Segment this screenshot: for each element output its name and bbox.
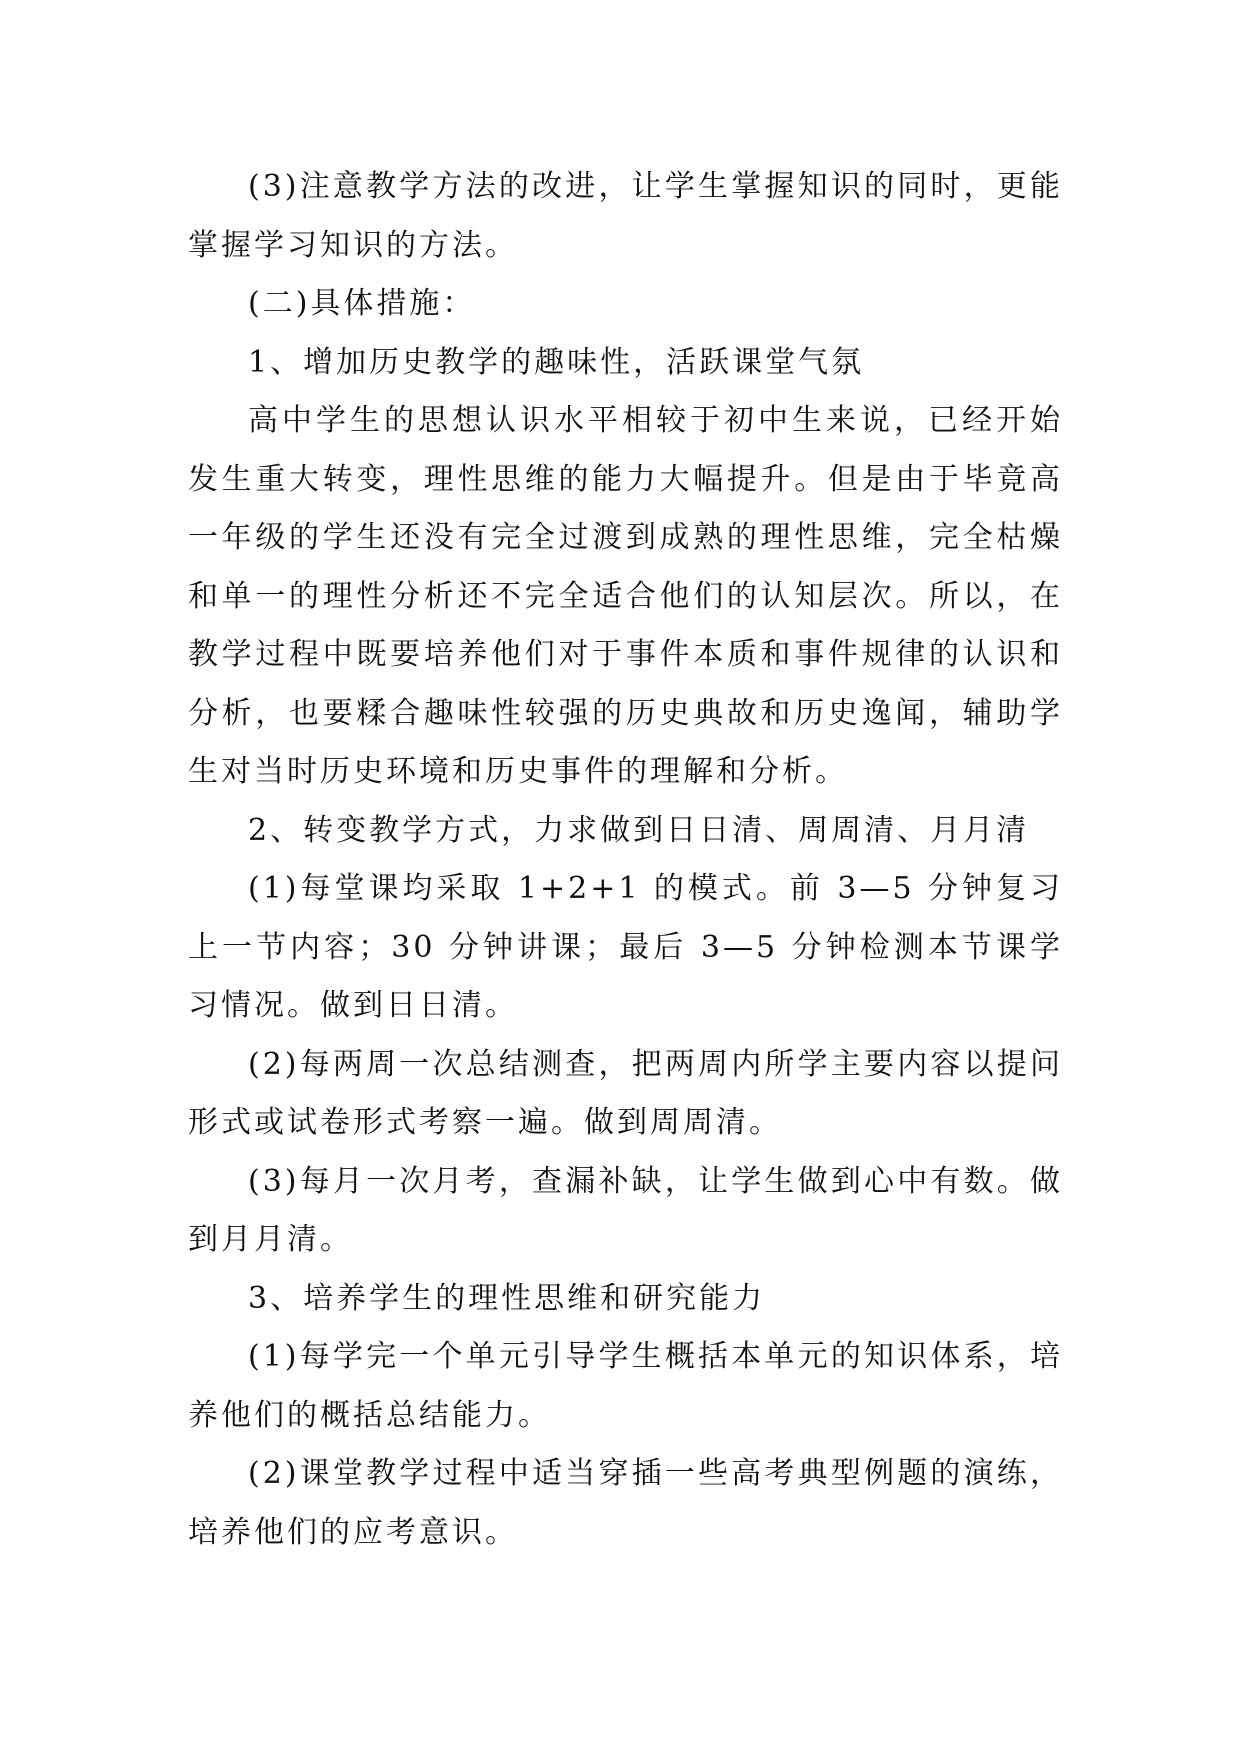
paragraph-monthly-clear: (3)每月一次月考，查漏补缺，让学生做到心中有数。做到月月清。 — [188, 1163, 1063, 1257]
section-heading-measures: (二)具体措施： — [248, 286, 476, 321]
paragraph-exam-awareness: (2)课堂教学过程中适当穿插一些高考典型例题的演练，培养他们的应考意识。 — [188, 1456, 1063, 1550]
paragraph-high-school-students: 高中学生的思想认识水平相较于初中生来说，已经开始发生重大转变，理性思维的能力大幅提升。但是由于毕竟高一年级的学生还没有完全过渡到成熟的理性思维，完全枯燥和单一的理性分析还不完全适合他们的认知层次。所以，在教学过程中既要培养他们对于事件本质和事件规律的认识和分析，也要糅合趣味性较强的历史典故和历史逸闻，辅助学生对当时历史环境和历史事件的理解和分析。 — [188, 403, 1063, 789]
item-heading-2: 2、转变教学方式，力求做到日日清、周周清、月月清 — [248, 812, 1030, 848]
paragraph-teaching-method: (3)注意教学方法的改进，让学生掌握知识的同时，更能掌握学习知识的方法。 — [188, 169, 1063, 263]
paragraph-daily-clear: (1)每堂课均采取 1+2+1 的模式。前 3—5 分钟复习上一节内容；30 分钟讲课；最后 3—5 分钟检测本节课学习情况。做到日日清。 — [188, 871, 1063, 1023]
item-heading-3: 3、培养学生的理性思维和研究能力 — [248, 1280, 766, 1316]
paragraph-unit-summary: (1)每学完一个单元引导学生概括本单元的知识体系，培养他们的概括总结能力。 — [188, 1339, 1063, 1433]
item-heading-1: 1、增加历史教学的趣味性，活跃课堂气氛 — [248, 344, 865, 380]
body-text — [188, 158, 1063, 1562]
paragraph-weekly-clear: (2)每两周一次总结测查，把两周内所学主要内容以提问形式或试卷形式考察一遍。做到周周清。 — [188, 1046, 1063, 1140]
